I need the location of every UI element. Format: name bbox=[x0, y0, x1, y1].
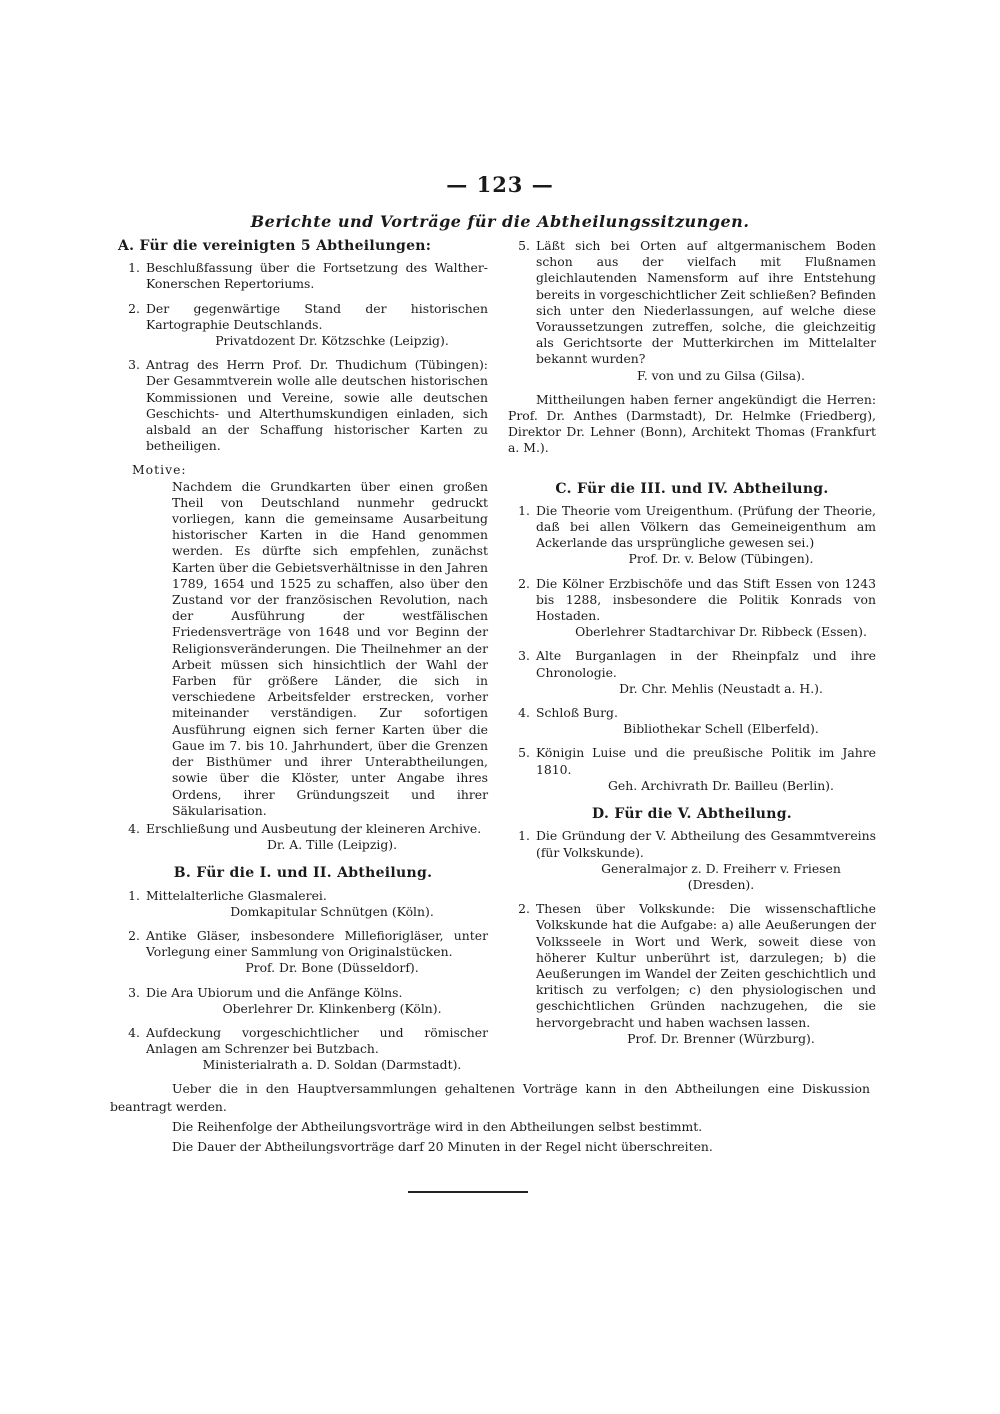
item-text: Schloß Burg. bbox=[536, 705, 618, 721]
item-number: 3. bbox=[518, 648, 530, 664]
item-number: 2. bbox=[128, 300, 140, 316]
item-speaker: Dr. A. Tille (Leipzig). bbox=[266, 837, 398, 853]
item-text: Alte Burganlagen in der Rheinpfalz und ihre Chronologie. bbox=[536, 648, 876, 680]
left-column bbox=[118, 238, 488, 1082]
item-text: Der gegenwärtige Stand der historischen Kartographie Deutschlands. bbox=[146, 300, 488, 332]
item-speaker: F. von und zu Gilsa (Gilsa). bbox=[637, 367, 805, 383]
list-item bbox=[118, 888, 488, 920]
item-text: Erschließung und Ausbeutung der kleineren Archive. bbox=[146, 820, 482, 836]
item-number: 1. bbox=[128, 260, 140, 276]
item-number: 4. bbox=[128, 1024, 140, 1040]
item-number: 1. bbox=[128, 887, 140, 903]
item-text: Antike Gläser, insbesondere Millefiorigläser, unter Vorlegung einer Sammlung von Originalstücken. bbox=[146, 927, 488, 960]
list-item bbox=[508, 828, 876, 893]
footer-notes bbox=[110, 1080, 870, 1158]
list-item bbox=[508, 745, 876, 794]
item-number: 5. bbox=[518, 238, 530, 253]
item-speaker: Prof. Dr. Bone (Düsseldorf). bbox=[245, 960, 419, 976]
item-speaker: Domkapitular Schnütgen (Köln). bbox=[230, 903, 434, 919]
list-item bbox=[118, 985, 488, 1017]
right-column bbox=[508, 238, 876, 1055]
list-item bbox=[508, 238, 876, 384]
item-speaker: Generalmajor z. D. Freiherr v. Friesen (Dresden). bbox=[601, 860, 841, 892]
footer-note: Ueber die in den Hauptversammlungen gehaltenen Vorträge kann in den Abtheilungen eine Diskussion beantragt werden. bbox=[110, 1081, 870, 1114]
item-speaker: Privatdozent Dr. Kötzschke (Leipzig). bbox=[215, 333, 449, 349]
item-text: Königin Luise und die preußische Politik im Jahre 1810. bbox=[536, 745, 876, 777]
item-text: Die Gründung der V. Abtheilung des Gesammtvereins (für Volkskunde). bbox=[536, 828, 876, 860]
list-item bbox=[118, 928, 488, 977]
item-speaker: Dr. Chr. Mehlis (Neustadt a. H.). bbox=[619, 680, 823, 696]
section-b-heading: B. Für die I. und II. Abtheilung. bbox=[173, 865, 433, 882]
item-speaker: Prof. Dr. v. Below (Tübingen). bbox=[628, 551, 814, 567]
section-d-heading: D. Für die V. Abtheilung. bbox=[592, 806, 792, 823]
list-item bbox=[508, 576, 876, 641]
item-number: 2. bbox=[518, 575, 530, 591]
item-number: 2. bbox=[128, 927, 140, 943]
item-speaker: Prof. Dr. Brenner (Würzburg). bbox=[627, 1030, 815, 1046]
item-text: Mittelalterliche Glasmalerei. bbox=[146, 887, 327, 903]
footer-note: Die Reihenfolge der Abtheilungsvorträge wird in den Abtheilungen selbst bestimmt. bbox=[172, 1119, 703, 1134]
footer-note: Die Dauer der Abtheilungsvorträge darf 20 Minuten in der Regel nicht überschreiten. bbox=[172, 1139, 713, 1154]
list-item bbox=[118, 1025, 488, 1074]
item-speaker: Bibliothekar Schell (Elberfeld). bbox=[623, 721, 819, 737]
announcement-text: Mittheilungen haben ferner angekündigt die Herren: Prof. Dr. Anthes (Darmstadt), Dr. Helmke (Friedberg), Direktor Dr. Lehner (Bonn), Architekt Thomas (Frankfurt a. M.). bbox=[508, 391, 876, 456]
motive-text: Nachdem die Grundkarten über einen großen Theil von Deutschland nunmehr gedruckt vorliegen, kann die gemeinsame Ausarbeitung historischer Karten in die Hand genommen werden. Es dürfte sich empfehlen, zunächst Karten über die Gebietsverhältnisse in den Jahren 1789, 1654 und 1525 zu schaffen, also über den Zustand vor der französischen Revolution, nach der Ausführung der westfälischen Friedensverträge von 1648 und vor Beginn der Religionsveränderungen. Die Theilnehmer an der Arbeit müssen sich hinsichtlich der Wahl der Farben für größere Länder, die sich in verschiedene Arbeitsfelder erstrecken, vorher miteinander verständigen. Zur sofortigen Ausführung eignen sich ferner Karten über die Gaue im 7. bis 10. Jahrhundert, über die Grenzen der Bisthümer und ihrer Unterabtheilungen, sowie über die Klöster, unter Angabe ihres Ordens, ihrer Gründungszeit und ihrer Säkularisation. bbox=[172, 478, 488, 818]
list-item bbox=[508, 503, 876, 568]
item-number: 2. bbox=[518, 901, 530, 917]
item-text: Läßt sich bei Orten auf altgermanischem Boden schon aus der vielfach mit Flußnamen gleichlautenden Namensform auf ihre Entstehung bereits in vorgeschichtlicher Zeit schließen? Befinden sich unter den Niederlassungen, auf welche diese Voraussetzungen zutreffen, solche, die gleichzeitig als Gerichtsorte der Mutterkirchen im Mittelalter bekannt wurden? bbox=[536, 238, 876, 367]
item-text: Die Theorie vom Ureigenthum. (Prüfung der Theorie, daß bei allen Völkern das Gemeineigenthum am Ackerlande das ursprüngliche gewesen sei.) bbox=[536, 502, 876, 551]
item-number: 3. bbox=[128, 357, 140, 373]
motive-label: Motive: bbox=[132, 462, 187, 478]
item-text: Aufdeckung vorgeschichtlicher und römischer Anlagen am Schrenzer bei Butzbach. bbox=[146, 1024, 488, 1057]
list-item bbox=[118, 821, 488, 853]
page-title: Berichte und Vorträge für die Abtheilungssitzungen. bbox=[250, 212, 750, 231]
list-item bbox=[508, 648, 876, 697]
item-text: Die Kölner Erzbischöfe und das Stift Essen von 1243 bis 1288, insbesondere die Politik Konrads von Hostaden. bbox=[536, 575, 876, 624]
list-item bbox=[508, 705, 876, 737]
item-number: 4. bbox=[518, 705, 530, 721]
item-speaker: Geh. Archivrath Dr. Bailleu (Berlin). bbox=[608, 777, 834, 793]
item-number: 3. bbox=[128, 984, 140, 1000]
section-a-heading: A. Für die vereinigten 5 Abtheilungen: bbox=[118, 238, 432, 254]
item-speaker: Ministerialrath a. D. Soldan (Darmstadt). bbox=[202, 1057, 462, 1073]
item-number: 1. bbox=[518, 828, 530, 844]
list-item bbox=[118, 357, 488, 454]
item-number: 5. bbox=[518, 745, 530, 761]
item-text: Antrag des Herrn Prof. Dr. Thudichum (Tübingen): Der Gesammtverein wolle alle deutschen historischen Kommissionen und Vereine, sowie alle deutschen Geschichts- und Alterthumskundigen einladen, sich alsbald an der Schaffung historischer Karten zu betheiligen. bbox=[146, 357, 488, 454]
list-item bbox=[508, 901, 876, 1047]
list-item bbox=[118, 301, 488, 350]
item-speaker: Oberlehrer Dr. Klinkenberg (Köln). bbox=[222, 1000, 442, 1016]
item-text: Beschlußfassung über die Fortsetzung des Walther-Konerschen Repertoriums. bbox=[146, 260, 488, 292]
list-item bbox=[118, 260, 488, 292]
item-number: 1. bbox=[518, 502, 530, 518]
item-speaker: Oberlehrer Stadtarchivar Dr. Ribbeck (Essen). bbox=[575, 624, 867, 640]
page-number: — 123 — bbox=[446, 172, 554, 197]
item-number: 4. bbox=[128, 820, 140, 836]
item-text: Thesen über Volkskunde: Die wissenschaftliche Volkskunde hat die Aufgabe: a) alle Aeußerungen der Volksseele in Wort und Werk, soweit diese von höherer Kultur unberührt ist, darzulegen; b) die Aeußerungen im Wandel der Zeiten geschichtlich und kritisch zu verfolgen; c) den physiologischen und geschichtlichen Gründen nachzugehen, die sie hervorgebracht und haben wachsen lassen. bbox=[536, 901, 876, 1030]
section-c-heading: C. Für die III. und IV. Abtheilung. bbox=[555, 480, 829, 497]
closing-rule bbox=[408, 1191, 528, 1193]
item-text: Die Ara Ubiorum und die Anfänge Kölns. bbox=[146, 984, 403, 1000]
